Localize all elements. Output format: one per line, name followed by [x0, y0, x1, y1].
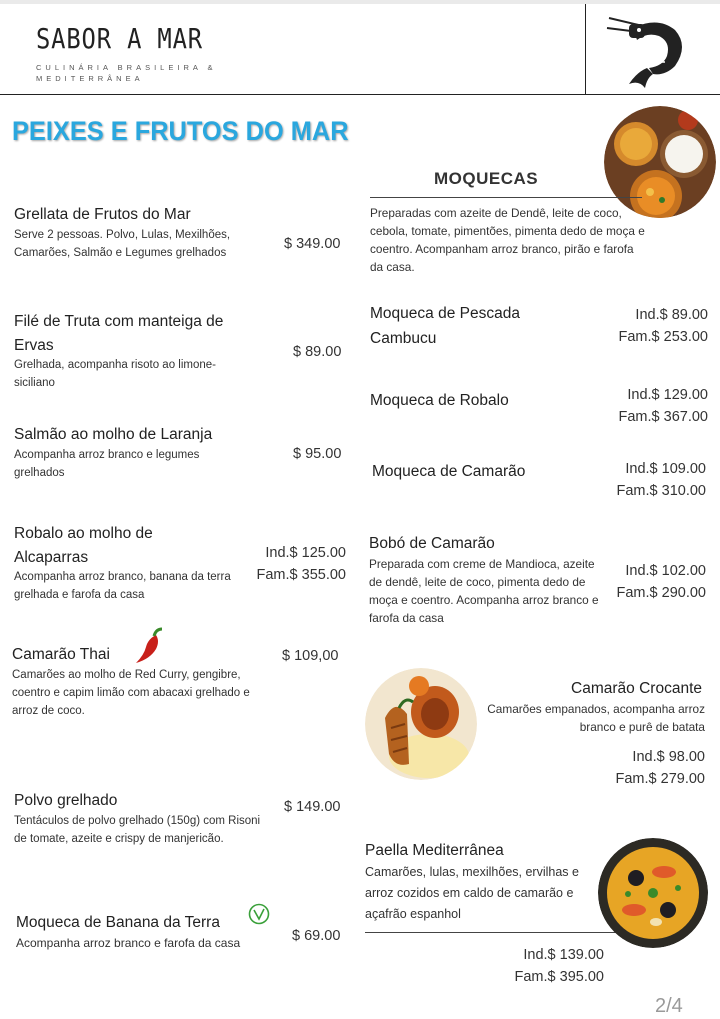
price-ind: Ind.$ 129.00 [627, 387, 708, 403]
paella-photo [598, 838, 708, 948]
item-desc: Preparada com creme de Mandioca, azeite de dendê, leite de coco, pimenta dedo de moça e coentro. Acompanha arroz branco e farofa da casa [369, 557, 599, 625]
moquecas-desc: Preparadas com azeite de Dendê, leite de coco, cebola, tomate, pimentões, pimenta dedo de moça e coentro. Acompanham arroz branco, pirão e farofa da casa. [370, 206, 645, 274]
moquecas-rule [370, 197, 642, 198]
item-price: $ 95.00 [293, 446, 342, 462]
item-name: Moqueca de Pescada Cambucu [370, 305, 520, 347]
item-name: Filé de Truta com manteiga de Ervas [14, 313, 224, 354]
brand-title: SABOR A MAR [36, 22, 203, 55]
item-name: Grellata de Frutos do Mar [14, 206, 191, 223]
item-name: Moqueca de Banana da Terra [16, 914, 220, 931]
item-price-box [578, 458, 706, 502]
item-desc: Camarões ao molho de Red Curry, gengibre, coentro e capim limão com abacaxi grelhado e arroz de coco. [12, 669, 250, 717]
item-price-box [580, 304, 708, 348]
section-title: PEIXES E FRUTOS DO MAR [12, 116, 349, 146]
item-name: Camarão Thai [12, 646, 110, 663]
moqueca-photo [604, 106, 716, 218]
item-desc: Tentáculos de polvo grelhado (150g) com Risoni de tomate, azeite e crispy de manjericão. [14, 815, 261, 845]
vegan-leaf-icon [248, 903, 270, 925]
item-price: $ 109,00 [282, 648, 339, 664]
item-desc: Serve 2 pessoas. Polvo, Lulas, Mexilhões, Camarões, Salmão e Legumes grelhados [14, 229, 231, 259]
item-desc: Acompanha arroz branco e legumes grelhados [14, 449, 200, 479]
item-desc: Acompanha arroz branco, banana da terra grelhada e farofa da casa [14, 571, 231, 601]
price-ind: Ind.$ 102.00 [625, 563, 706, 579]
item-price-box [488, 944, 604, 988]
moquecas-title: MOQUECAS [434, 169, 539, 188]
item-name: Bobó de Camarão [369, 535, 495, 552]
price-ind: Ind.$ 125.00 [265, 545, 346, 561]
page-number: 2/4 [655, 995, 683, 1017]
item-name: Robalo ao molho de Alcaparras [14, 525, 153, 566]
item-price-box [236, 542, 346, 586]
header-divider [585, 4, 586, 94]
price-fam: Fam.$ 367.00 [618, 409, 708, 425]
price-fam: Fam.$ 395.00 [514, 969, 604, 985]
top-border [0, 0, 720, 4]
item-name: Polvo grelhado [14, 792, 118, 809]
paella-rule [365, 932, 625, 933]
header-rule [0, 94, 720, 95]
item-price-box [580, 384, 708, 428]
item-desc: Camarões empanados, acompanha arroz branco e purê de batata [487, 702, 705, 734]
item-name: Salmão ao molho de Laranja [14, 426, 213, 443]
chili-pepper-icon [130, 627, 164, 665]
item-price-box [590, 560, 706, 604]
item-price: $ 149.00 [284, 799, 341, 815]
camarao-crocante-photo [365, 668, 477, 780]
price-ind: Ind.$ 89.00 [635, 307, 708, 323]
item-name: Camarão Crocante [571, 680, 702, 697]
item-name: Paella Mediterrânea [365, 842, 504, 859]
price-ind: Ind.$ 98.00 [632, 749, 705, 765]
item-name: Moqueca de Robalo [370, 392, 509, 409]
item-name: Moqueca de Camarão [372, 463, 526, 480]
price-fam: Fam.$ 310.00 [616, 483, 706, 499]
item-price: $ 69.00 [292, 928, 341, 944]
item-price: $ 349.00 [284, 236, 341, 252]
price-fam: Fam.$ 253.00 [618, 329, 708, 345]
price-ind: Ind.$ 139.00 [523, 947, 604, 963]
brand-tagline: CULINÁRIA BRASILEIRA & MEDITERRÂNEA [36, 63, 217, 83]
item-price: $ 89.00 [293, 344, 342, 360]
price-fam: Fam.$ 355.00 [256, 567, 346, 583]
item-desc: Acompanha arroz branco e farofa da casa [16, 936, 241, 950]
item-desc: Camarões, lulas, mexilhões, ervilhas e arroz cozidos em caldo de camarão e açafrão espanhol [365, 865, 579, 921]
price-fam: Fam.$ 279.00 [615, 771, 705, 787]
shrimp-logo-icon [603, 10, 689, 94]
price-fam: Fam.$ 290.00 [616, 585, 706, 601]
item-price-box [580, 746, 705, 790]
price-ind: Ind.$ 109.00 [625, 461, 706, 477]
item-desc: Grelhada, acompanha risoto ao limone-siciliano [14, 359, 217, 389]
